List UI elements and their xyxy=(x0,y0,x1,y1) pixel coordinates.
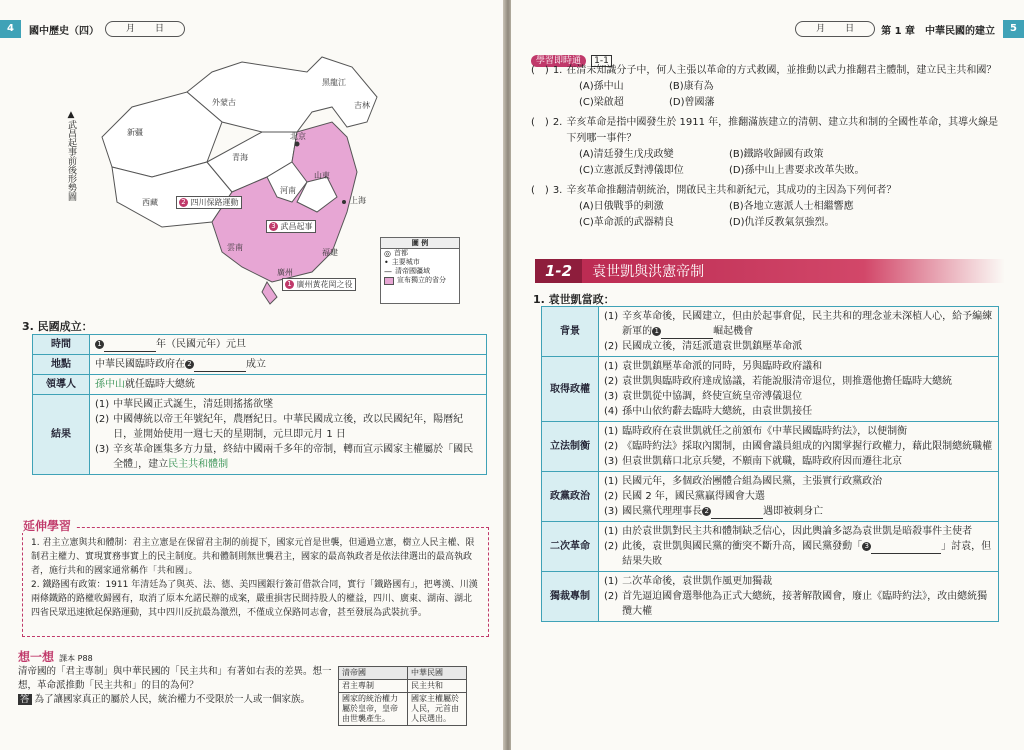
left-header xyxy=(0,20,191,38)
map-label: 河南 xyxy=(280,186,296,195)
table-row: 政黨政治 (1) 民國元年，多個政治團體合組為國民黨，主張實行政黨政治 (2) 民國 2 年，國民黨贏得國會大選 (3) 國民黨代理理事長 2 遇即被刺身亡 xyxy=(542,472,999,522)
founding-table xyxy=(32,334,487,475)
table-row: 立法制衡 (1) 臨時政府在袁世凱就任之前頒布《中華民國臨時約法》，以便制衡 (2) 《臨時約法》採取內閣制，由國會議員組成的內閣掌握行政權力，藉此限制總統職權 (3) 但袁世凱藉口北京兵變，不願南下就職，臨時政府因而遷往北京 xyxy=(542,422,999,472)
extension-title: 延伸學習 xyxy=(19,519,75,533)
section3-title: 3. 民國成立： xyxy=(22,320,93,333)
marker-3: 3 武昌起事 xyxy=(266,220,316,233)
table-row: 取得政權 (1) 袁世凱鎮壓革命派的同時，另與臨時政府議和 (2) 袁世凱與臨時政府達成協議，若能說服清帝退位，則推選他擔任臨時大總統 (3) 袁世凱從中協調，終使宣統皇帝溥儀退位 (4) 孫中山依約辭去臨時大總統，由袁世凱接任 xyxy=(542,357,999,422)
map-svg xyxy=(92,52,392,307)
marker-1: 1 廣州黃花岡之役 xyxy=(282,278,356,291)
date-box: 月 日 xyxy=(795,21,875,37)
think-answer: 為了讓國家真正的屬於人民，統治權力不受限於一人或一個家族。 xyxy=(34,694,311,705)
yuan-table xyxy=(541,306,999,622)
map-label: 青海 xyxy=(232,153,248,162)
chapter-title: 第 1 章 中華民國的建立 xyxy=(881,25,996,37)
think-title: 想一想 xyxy=(18,650,55,664)
map-label: 上海 xyxy=(350,196,366,205)
map-label: 廣州 xyxy=(277,268,293,277)
map-label: 雲南 xyxy=(227,243,243,252)
date-box: 月 日 xyxy=(105,21,185,37)
answer-label: 答 xyxy=(20,694,30,705)
map-label: 吉林 xyxy=(354,101,370,110)
map-label: 新疆 xyxy=(127,128,143,137)
quiz-question: ( ) 3. 辛亥革命推翻清朝統治，開啟民主共和新紀元，其成功的主因為下列何者？ (A)日俄戰爭的刺激 (B)各地立憲派人士相繼響應 (C)革命派的武器精良 (D)仇洋反教氣氛強烈。 xyxy=(531,185,897,228)
map-legend: 圖 例 ◎ 首都 • 主要城市 — 清帝國疆域 宣布獨立的省分 xyxy=(380,237,460,304)
think-ref: 課本 P88 xyxy=(59,654,93,663)
map-label: 北京 xyxy=(290,132,306,141)
table-row: 領導人 孫中山就任臨時大總統 xyxy=(33,375,487,395)
table-row: 二次革命 (1) 由於袁世凱對民主共和體制缺乏信心，因此輿論多認為袁世凱是暗殺事件主使者 (2) 此後，袁世凱與國民黨的衝突不斷升高，國民黨發動「 3 」討袁，但結果失敗 xyxy=(542,522,999,572)
map-label: 西藏 xyxy=(142,198,158,207)
extension-item: 1. 君主立憲與共和體制：君主立憲是在保留君主制的前提下，國家元首是世襲，但通過立憲，樹立人民主權、限制君主權力、實現實務事實上的民主制度。共和體制則無世襲君主，國家的最高執政者是依法律選出的最高執政者，施行共和的國家通常稱作「共和國」。 xyxy=(31,538,475,576)
table-row: 背景 (1) 辛亥革命後，民國建立，但由於起事倉促，民主共和的理念並未深植人心，給予編練新軍的 1 崛起機會 (2) 民國成立後，清廷派遣袁世凱鎮壓革命派 xyxy=(542,307,999,357)
map-label: 黑龍江 xyxy=(322,78,346,87)
extension-item: 2. 鐵路國有政策：1911 年清廷為了與英、法、德、美四國銀行簽訂借款合同，實行「鐵路國有」，把粵漢、川漢兩條鐵路的路權收歸國有，取消了原本允諾民辦的成案，嚴重損害民間持股人的權益，四川、廣東、湖南、湖北四省民眾迅速掀起保路運動，其中四川反抗最為激烈，不僅成立保路同志會，甚至發展為武裝抗爭。 xyxy=(31,580,478,618)
table-row: 結果 (1) 中華民國正式誕生，清廷則搖搖欲墜 (2) 中國傳統以帝王年號紀年，農曆紀日。中華民國成立後，改以民國紀年，陽曆紀日，並開始使用一週七天的星期制，元旦即元月 1 日 (3) 辛亥革命匯集多方力量，終結中國兩千多年的帝制，轉而宣示國家主權屬於「國民全體」，建立民主共和體制 xyxy=(33,395,487,475)
section-banner xyxy=(535,259,1005,283)
historical-map xyxy=(92,52,392,307)
map-caption: ▲武昌起事前後形勢圖 xyxy=(66,110,76,201)
map-label: 福建 xyxy=(322,248,338,257)
map-label: 山東 xyxy=(314,171,330,180)
quiz-question: ( ) 1. 在清末知識分子中，何人主張以革命的方式救國，並推動以武力推翻君主體制，建立民主共和國？ (A)孫中山 (B)康有為 (C)梁啟超 (D)曾國藩 xyxy=(531,65,997,108)
page-number: 4 xyxy=(0,20,21,38)
right-header xyxy=(789,20,1024,38)
page-number: 5 xyxy=(1003,20,1024,38)
quiz-question: ( ) 2. 辛亥革命是指中國發生於 1911 年，推翻滿族建立的清朝、建立共和制的全國性革命，其導火線是下列哪一事件？ (A)清廷發生戊戌政變 (B)鐵路收歸國有政策 (C)立憲派反對溥儀即位 (D)孫中山上書要求改革失敗。 xyxy=(531,117,999,176)
table-row: 獨裁專制 (1) 二次革命後，袁世凱作風更加獨裁 (2) 首先逼迫國會選舉他為正式大總統，接著解散國會，廢止《臨時約法》，改由總統獨攬大權 xyxy=(542,572,999,622)
extension-box xyxy=(22,519,489,637)
subsection-title: 1. 袁世凱當政： xyxy=(533,293,615,306)
table-row: 地點 中華民國臨時政府在 2 成立 xyxy=(33,355,487,375)
quiz-tag: 學習即時通 1-1 xyxy=(531,48,612,67)
map-label: 外蒙古 xyxy=(212,98,236,107)
table-row: 時間 1 年（民國元年）元旦 xyxy=(33,335,487,355)
think-question: 清帝國的「君主專制」與中華民國的「民主共和」有著如右表的差異。想一想，革命派推動「民主共和」的目的為何？ xyxy=(18,666,332,691)
compare-table: 清帝國 中華民國 君主專制 民主共和 國家的統治權力屬於皇帝，皇帝由世襲產生。 國家主權屬於人民，元首由人民選出。 xyxy=(338,666,467,726)
left-page xyxy=(0,0,505,750)
marker-2: 2 四川保路運動 xyxy=(176,196,242,209)
section-title: 袁世凱與洪憲帝制 xyxy=(592,264,705,280)
book-title: 國中歷史（四） xyxy=(28,25,99,37)
section-number: 1-2 xyxy=(535,259,582,283)
quiz-list xyxy=(531,63,1001,231)
right-page xyxy=(511,0,1024,750)
